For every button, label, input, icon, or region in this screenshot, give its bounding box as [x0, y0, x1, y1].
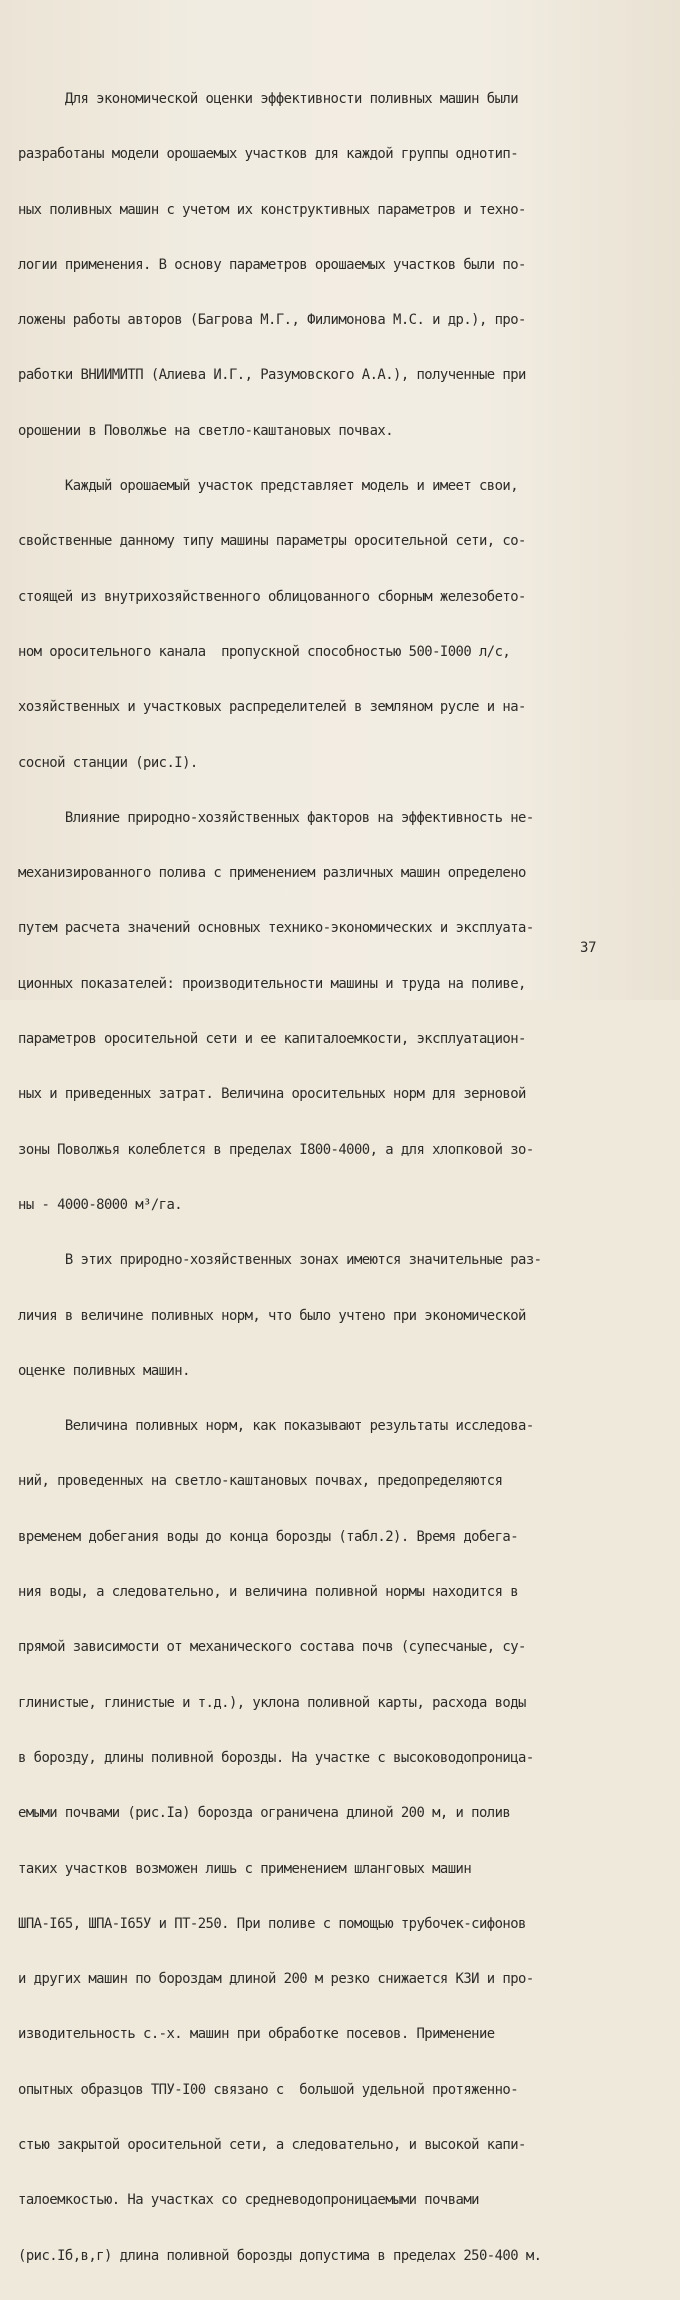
- text-line: опытных образцов ТПУ-I00 связано с большой удельной протяженно-: [18, 2081, 519, 2098]
- text-line: личия в величине поливных норм, что было учтено при экономической: [18, 1307, 526, 1324]
- text-line: ШПА-I65, ШПА-I65У и ПТ-250. При поливе с помощью трубочек-сифонов: [18, 1915, 526, 1932]
- text-line: свойственные данному типу машины параметры оросительной сети, со-: [18, 533, 526, 550]
- body-text: [18, 56, 618, 2300]
- text-line: в борозду, длины поливной борозды. На участке с высоководопроница-: [18, 1749, 534, 1766]
- text-line: Для экономической оценки эффективности поливных машин были: [18, 91, 519, 107]
- text-line: (рис.Iб,в,г) длина поливной борозды допустима в пределах 250-400 м.: [18, 2247, 542, 2264]
- text-line: работки ВНИИМИТП (Алиева И.Г., Разумовского А.А.), полученные при: [18, 367, 526, 384]
- text-line: орошении в Поволжье на светло-каштановых почвах.: [18, 422, 394, 439]
- text-line: ных поливных машин с учетом их конструктивных параметров и техно-: [18, 201, 526, 218]
- text-line: Каждый орошаемый участок представляет модель и имеет свои,: [18, 478, 519, 495]
- text-line: зоны Поволжья колеблется в пределах I800-4000, а для хлопковой зо-: [18, 1141, 534, 1158]
- text-line: изводительность с.-х. машин при обработке посевов. Применение: [18, 2026, 495, 2043]
- text-line: ционных показателей: производительности машины и труда на поливе,: [18, 975, 526, 992]
- text-line: ния воды, а следовательно, и величина поливной нормы находится в: [18, 1584, 519, 1601]
- text-line: ны - 4000-8000 м³/га.: [18, 1196, 183, 1213]
- text-line: ложены работы авторов (Багрова М.Г., Филимонова М.С. и др.), про-: [18, 312, 526, 329]
- text-line: ний, проведенных на светло-каштановых почвах, предопределяются: [18, 1473, 503, 1490]
- text-line: таких участков возможен лишь с применением шланговых машин: [18, 1860, 472, 1877]
- text-line: ных и приведенных затрат. Величина оросительных норм для зерновой: [18, 1086, 526, 1103]
- text-line: Влияние природно-хозяйственных факторов на эффективность не-: [18, 809, 534, 826]
- text-line: оценке поливных машин.: [18, 1362, 190, 1379]
- text-line: временем добегания воды до конца борозды (табл.2). Время добега-: [18, 1528, 519, 1545]
- page-number: 37: [580, 940, 597, 956]
- text-line: хозяйственных и участковых распределителей в земляном русле и на-: [18, 699, 526, 716]
- text-line: механизированного полива с применением различных машин определено: [18, 865, 526, 882]
- text-line: емыми почвами (рис.Iа) борозда ограничена длиной 200 м, и полив: [18, 1805, 511, 1822]
- text-line: параметров оросительной сети и ее капиталоемкости, эксплуатацион-: [18, 1031, 526, 1048]
- text-line: сосной станции (рис.I).: [18, 754, 198, 771]
- text-line: талоемкостью. На участках со средневодопроницаемыми почвами: [18, 2192, 479, 2209]
- text-line: глинистые, глинистые и т.д.), уклона поливной карты, расхода воды: [18, 1694, 526, 1711]
- text-line: разработаны модели орошаемых участков для каждой группы однотип-: [18, 146, 519, 163]
- text-line: Величина поливных норм, как показывают результаты исследова-: [18, 1418, 534, 1435]
- text-line: стью закрытой оросительной сети, а следовательно, и высокой капи-: [18, 2136, 526, 2153]
- text-line: путем расчета значений основных технико-экономических и эксплуата-: [18, 920, 534, 937]
- text-line: и других машин по бороздам длиной 200 м резко снижается КЗИ и про-: [18, 1971, 534, 1988]
- text-line: стоящей из внутрихозяйственного облицованного сборным железобето-: [18, 588, 526, 605]
- text-line: В этих природно-хозяйственных зонах имеются значительные раз-: [18, 1252, 542, 1269]
- text-line: ном оросительного канала пропускной способностью 500-I000 л/с,: [18, 643, 511, 660]
- text-line: прямой зависимости от механического состава почв (супесчаные, су-: [18, 1639, 526, 1656]
- text-line: логии применения. В основу параметров орошаемых участков были по-: [18, 256, 526, 273]
